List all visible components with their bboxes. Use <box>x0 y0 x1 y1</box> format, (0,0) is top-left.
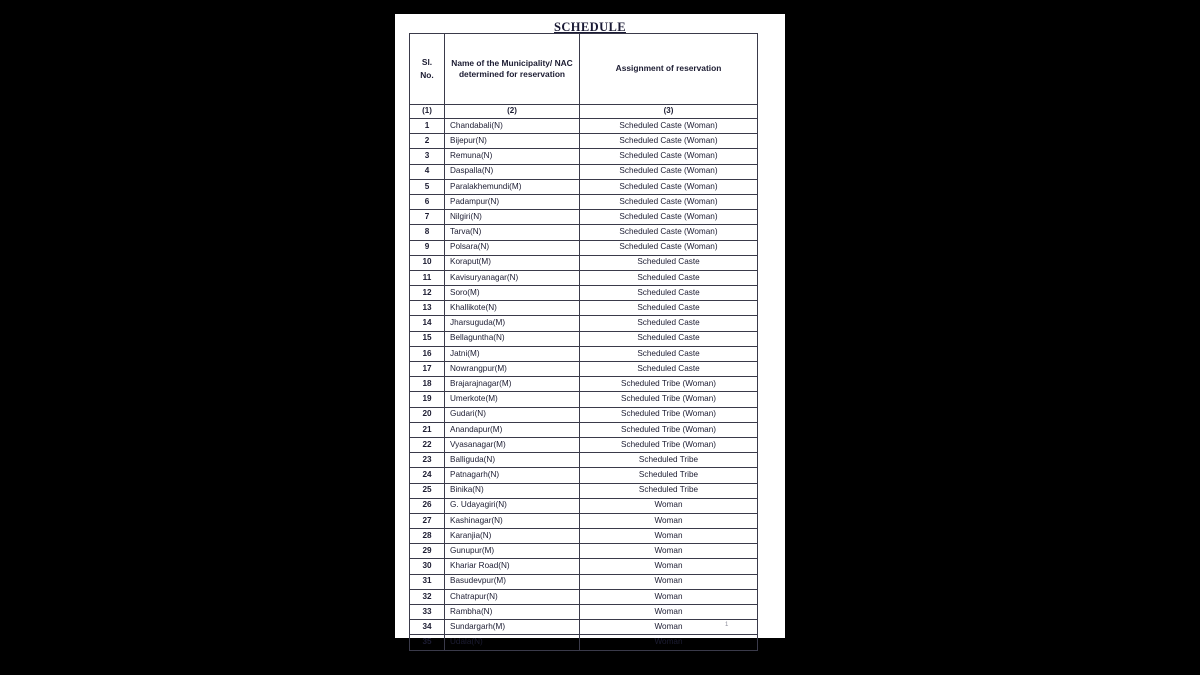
cell-assignment: Woman <box>580 635 758 650</box>
column-header-sl-no <box>410 34 445 105</box>
cell-municipality-name: Kavisuryanagar(N) <box>445 270 580 285</box>
cell-municipality-name: Bellaguntha(N) <box>445 331 580 346</box>
cell-municipality-name: Basudevpur(M) <box>445 574 580 589</box>
cell-sl-no: 24 <box>410 468 445 483</box>
table-row <box>410 544 758 559</box>
table-row <box>410 301 758 316</box>
cell-municipality-name: Karanjia(N) <box>445 529 580 544</box>
cell-municipality-name: Rambha(N) <box>445 605 580 620</box>
cell-municipality-name: Anandapur(M) <box>445 422 580 437</box>
table-row <box>410 210 758 225</box>
column-number-1: (1) <box>410 105 445 119</box>
table-row <box>410 134 758 149</box>
cell-assignment: Scheduled Caste (Woman) <box>580 225 758 240</box>
cell-sl-no: 21 <box>410 422 445 437</box>
table-row <box>410 119 758 134</box>
cell-municipality-name: Udala(N) <box>445 635 580 650</box>
table-row <box>410 255 758 270</box>
table-row <box>410 164 758 179</box>
table-row <box>410 589 758 604</box>
cell-sl-no: 13 <box>410 301 445 316</box>
cell-sl-no: 8 <box>410 225 445 240</box>
cell-sl-no: 35 <box>410 635 445 650</box>
cell-assignment: Scheduled Tribe (Woman) <box>580 377 758 392</box>
table-row <box>410 392 758 407</box>
cell-sl-no: 2 <box>410 134 445 149</box>
table-row <box>410 179 758 194</box>
cell-sl-no: 12 <box>410 286 445 301</box>
cell-sl-no: 4 <box>410 164 445 179</box>
cell-sl-no: 20 <box>410 407 445 422</box>
table-row <box>410 574 758 589</box>
table-row <box>410 194 758 209</box>
page-title: SCHEDULE <box>554 20 626 34</box>
cell-assignment: Woman <box>580 544 758 559</box>
column-number-3: (3) <box>580 105 758 119</box>
cell-sl-no: 33 <box>410 605 445 620</box>
table-row <box>410 605 758 620</box>
cell-assignment: Scheduled Caste <box>580 286 758 301</box>
cell-municipality-name: Patnagarh(N) <box>445 468 580 483</box>
cell-municipality-name: Khariar Road(N) <box>445 559 580 574</box>
cell-sl-no: 7 <box>410 210 445 225</box>
table-row <box>410 513 758 528</box>
cell-sl-no: 17 <box>410 362 445 377</box>
table-row <box>410 437 758 452</box>
cell-municipality-name: Chandabali(N) <box>445 119 580 134</box>
table-row <box>410 149 758 164</box>
document-page <box>395 14 785 647</box>
cell-assignment: Scheduled Caste (Woman) <box>580 134 758 149</box>
cell-municipality-name: Gudari(N) <box>445 407 580 422</box>
cell-sl-no: 34 <box>410 620 445 635</box>
cell-sl-no: 29 <box>410 544 445 559</box>
cell-assignment: Scheduled Tribe (Woman) <box>580 407 758 422</box>
table-row <box>410 559 758 574</box>
table-row <box>410 346 758 361</box>
cell-assignment: Woman <box>580 589 758 604</box>
table-row <box>410 453 758 468</box>
cell-municipality-name: Remuna(N) <box>445 149 580 164</box>
cell-sl-no: 3 <box>410 149 445 164</box>
cell-municipality-name: Padampur(N) <box>445 194 580 209</box>
cell-municipality-name: Jharsuguda(M) <box>445 316 580 331</box>
cell-assignment: Woman <box>580 529 758 544</box>
table-row <box>410 316 758 331</box>
cell-municipality-name: Koraput(M) <box>445 255 580 270</box>
cell-sl-no: 1 <box>410 119 445 134</box>
cell-municipality-name: Polsara(N) <box>445 240 580 255</box>
cell-sl-no: 28 <box>410 529 445 544</box>
cell-assignment: Scheduled Caste (Woman) <box>580 194 758 209</box>
schedule-table <box>409 33 758 651</box>
cell-municipality-name: Umerkote(M) <box>445 392 580 407</box>
cell-municipality-name: Chatrapur(N) <box>445 589 580 604</box>
cell-assignment: Woman <box>580 605 758 620</box>
cell-municipality-name: Kashinagar(N) <box>445 513 580 528</box>
cell-assignment: Scheduled Tribe <box>580 468 758 483</box>
cell-municipality-name: Nowrangpur(M) <box>445 362 580 377</box>
cell-assignment: Woman <box>580 498 758 513</box>
cell-municipality-name: Jatni(M) <box>445 346 580 361</box>
table-row <box>410 240 758 255</box>
cell-sl-no: 27 <box>410 513 445 528</box>
cell-municipality-name: Vyasanagar(M) <box>445 437 580 452</box>
table-row <box>410 529 758 544</box>
cell-sl-no: 26 <box>410 498 445 513</box>
cell-municipality-name: Nilgiri(N) <box>445 210 580 225</box>
cell-assignment: Scheduled Tribe <box>580 483 758 498</box>
cell-assignment: Scheduled Caste <box>580 331 758 346</box>
cell-assignment: Woman <box>580 574 758 589</box>
cell-assignment: Scheduled Caste (Woman) <box>580 149 758 164</box>
table-row <box>410 362 758 377</box>
cell-municipality-name: Soro(M) <box>445 286 580 301</box>
cell-municipality-name: Balliguda(N) <box>445 453 580 468</box>
cell-sl-no: 10 <box>410 255 445 270</box>
cell-sl-no: 9 <box>410 240 445 255</box>
cell-assignment: Scheduled Caste (Woman) <box>580 240 758 255</box>
cell-assignment: Scheduled Caste <box>580 270 758 285</box>
table-row <box>410 270 758 285</box>
cell-sl-no: 19 <box>410 392 445 407</box>
cell-assignment: Scheduled Caste <box>580 255 758 270</box>
cell-sl-no: 18 <box>410 377 445 392</box>
table-row <box>410 635 758 650</box>
cell-sl-no: 14 <box>410 316 445 331</box>
cell-sl-no: 22 <box>410 437 445 452</box>
cell-sl-no: 6 <box>410 194 445 209</box>
cell-assignment: Scheduled Caste (Woman) <box>580 210 758 225</box>
table-row <box>410 225 758 240</box>
cell-assignment: Woman <box>580 559 758 574</box>
cell-assignment: Scheduled Caste (Woman) <box>580 164 758 179</box>
cell-sl-no: 11 <box>410 270 445 285</box>
table-row <box>410 483 758 498</box>
cell-assignment: Scheduled Caste <box>580 316 758 331</box>
page-mark: 1 <box>725 622 729 628</box>
cell-municipality-name: Paralakhemundi(M) <box>445 179 580 194</box>
cell-municipality-name: Khallikote(N) <box>445 301 580 316</box>
cell-sl-no: 23 <box>410 453 445 468</box>
cell-assignment: Scheduled Caste <box>580 362 758 377</box>
table-body <box>410 119 758 651</box>
cell-municipality-name: Daspalla(N) <box>445 164 580 179</box>
table-row <box>410 468 758 483</box>
cell-municipality-name: G. Udayagiri(N) <box>445 498 580 513</box>
column-number-row <box>410 105 758 119</box>
column-header-sl-no-line2: No. <box>420 70 434 80</box>
column-header-sl-no-line1: Sl. <box>421 56 433 67</box>
cell-assignment: Scheduled Caste (Woman) <box>580 119 758 134</box>
cell-municipality-name: Sundargarh(M) <box>445 620 580 635</box>
cell-sl-no: 31 <box>410 574 445 589</box>
cell-municipality-name: Brajarajnagar(M) <box>445 377 580 392</box>
cell-sl-no: 30 <box>410 559 445 574</box>
table-row <box>410 498 758 513</box>
column-header-municipality: Name of the Municipality/ NAC determined for reservation <box>445 34 580 105</box>
cell-sl-no: 32 <box>410 589 445 604</box>
cell-assignment: Scheduled Caste <box>580 301 758 316</box>
cell-sl-no: 25 <box>410 483 445 498</box>
cell-assignment: Scheduled Tribe (Woman) <box>580 437 758 452</box>
cell-municipality-name: Gunupur(M) <box>445 544 580 559</box>
column-number-2: (2) <box>445 105 580 119</box>
cell-assignment: Woman <box>580 620 758 635</box>
cell-municipality-name: Bijepur(N) <box>445 134 580 149</box>
cell-municipality-name: Binika(N) <box>445 483 580 498</box>
cell-assignment: Scheduled Tribe (Woman) <box>580 392 758 407</box>
header-row <box>410 34 758 105</box>
table-head <box>410 34 758 119</box>
cell-municipality-name: Tarva(N) <box>445 225 580 240</box>
cell-assignment: Scheduled Tribe (Woman) <box>580 422 758 437</box>
cell-sl-no: 5 <box>410 179 445 194</box>
cell-sl-no: 15 <box>410 331 445 346</box>
cell-assignment: Scheduled Caste (Woman) <box>580 179 758 194</box>
table-row <box>410 286 758 301</box>
table-row <box>410 377 758 392</box>
cell-assignment: Scheduled Caste <box>580 346 758 361</box>
table-row <box>410 407 758 422</box>
table-row <box>410 331 758 346</box>
cell-sl-no: 16 <box>410 346 445 361</box>
cell-assignment: Woman <box>580 513 758 528</box>
cell-assignment: Scheduled Tribe <box>580 453 758 468</box>
table-row <box>410 620 758 635</box>
table-row <box>410 422 758 437</box>
column-header-assignment: Assignment of reservation <box>580 34 758 105</box>
